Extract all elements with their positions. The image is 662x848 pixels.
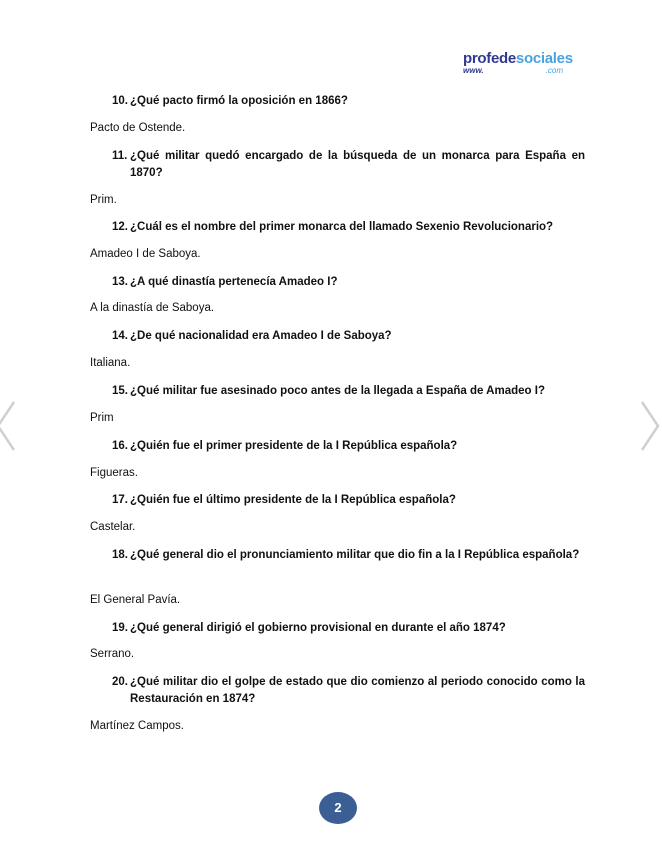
logo-prefix: profe bbox=[463, 50, 500, 67]
question-18: 18. ¿Qué general dio el pronunciamiento militar que dio fin a la I República española? bbox=[112, 549, 580, 561]
question-17: 17. ¿Quién fue el último presidente de la I República española? bbox=[112, 494, 456, 506]
answer-16: Figueras. bbox=[90, 467, 138, 479]
answer-14: Italiana. bbox=[90, 357, 131, 369]
profedesociales-logo bbox=[463, 50, 573, 80]
previous-page-chevron-icon[interactable] bbox=[0, 398, 20, 454]
question-13: 13. ¿A qué dinastía pertenecía Amadeo I? bbox=[112, 276, 338, 288]
question-14: 14. ¿De qué nacionalidad era Amadeo I de Saboya? bbox=[112, 330, 392, 342]
answer-10: Pacto de Ostende. bbox=[90, 122, 186, 134]
answer-15: Prim bbox=[90, 412, 114, 424]
question-11: 11. ¿Qué militar quedó encargado de la búsqueda de un monarca para España en 1870? bbox=[112, 150, 585, 179]
logo-middle: de bbox=[499, 50, 516, 67]
question-20: 20. ¿Qué militar dio el golpe de estado que dio comienzo al periodo conocido como la Restauración en 1874? bbox=[112, 676, 585, 705]
question-12: 12. ¿Cuál es el nombre del primer monarca del llamado Sexenio Revolucionario? bbox=[112, 221, 554, 233]
answer-17: Castelar. bbox=[90, 521, 136, 533]
answer-20: Martínez Campos. bbox=[90, 720, 184, 732]
logo-com: .com bbox=[545, 66, 563, 75]
answer-19: Serrano. bbox=[90, 648, 135, 660]
answer-11: Prim. bbox=[90, 194, 117, 206]
question-16: 16. ¿Quién fue el primer presidente de la I República española? bbox=[112, 440, 458, 452]
page-number-badge: 2 bbox=[319, 792, 357, 824]
next-page-chevron-icon[interactable] bbox=[638, 398, 662, 454]
question-10: 10. ¿Qué pacto firmó la oposición en 1866? bbox=[112, 95, 348, 107]
question-15: 15. ¿Qué militar fue asesinado poco antes de la llegada a España de Amadeo I? bbox=[112, 385, 545, 397]
answer-13: A la dinastía de Saboya. bbox=[90, 302, 215, 314]
answer-12: Amadeo I de Saboya. bbox=[90, 248, 201, 260]
question-19: 19. ¿Qué general dirigió el gobierno provisional en durante el año 1874? bbox=[112, 622, 506, 634]
logo-suffix: sociales bbox=[515, 50, 573, 67]
answer-18: El General Pavía. bbox=[90, 594, 181, 606]
logo-www: www. bbox=[463, 66, 484, 75]
